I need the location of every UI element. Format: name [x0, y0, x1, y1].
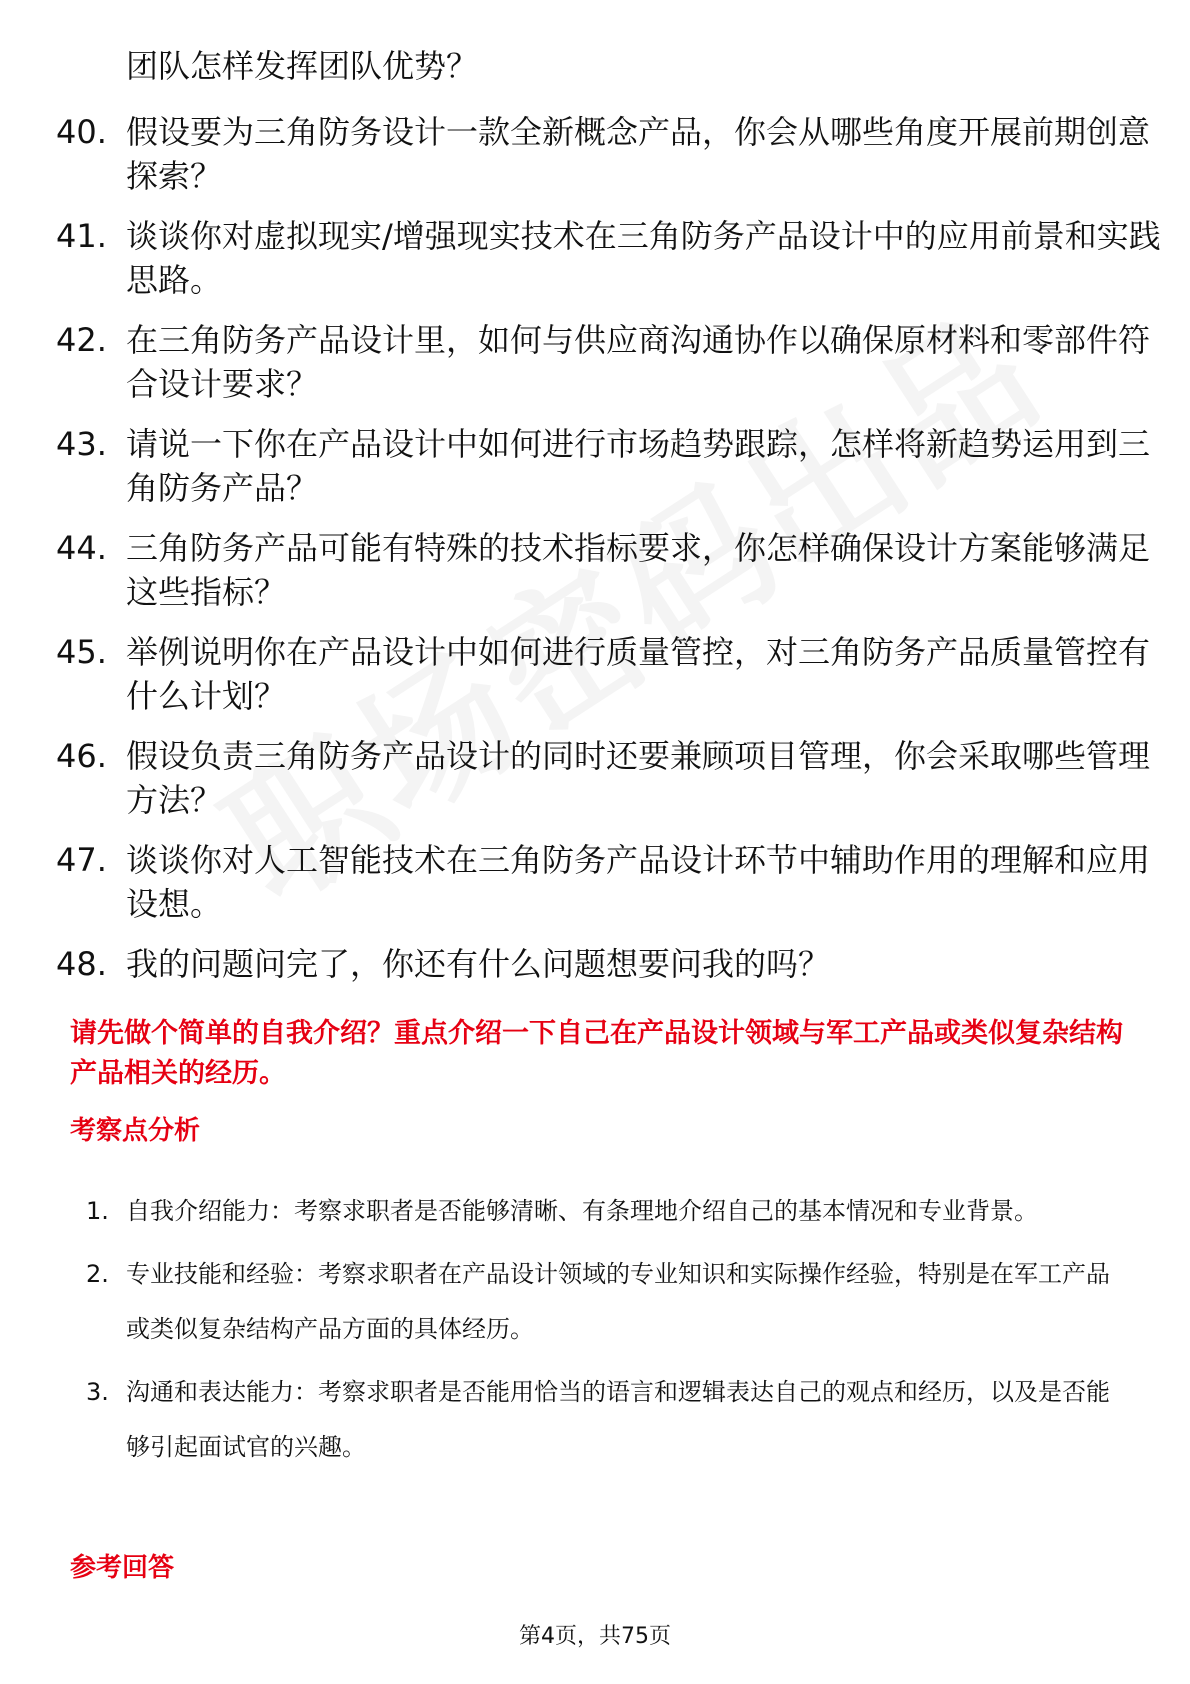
question-number: 45. [56, 633, 107, 671]
question-text: 假设负责三角防务产品设计的同时还要兼顾项目管理，你会采取哪些管理方法？ [126, 737, 1151, 819]
question-text: 请说一下你在产品设计中如何进行市场趋势跟踪，怎样将新趋势运用到三角防务产品？ [126, 425, 1151, 507]
question-list [56, 110, 1161, 1002]
answer-heading: 参考回答 [70, 1553, 175, 1583]
analysis-number: 2. [86, 1260, 109, 1288]
page-footer: 第4页，共75页 [519, 1624, 671, 1649]
analysis-text: 自我介绍能力：考察求职者是否能够清晰、有条理地介绍自己的基本情况和专业背景。 [126, 1197, 1038, 1225]
question-number: 42. [56, 321, 107, 359]
analysis-number: 3. [86, 1378, 109, 1406]
question-number: 46. [56, 737, 107, 775]
question-number: 43. [56, 425, 107, 463]
question-number: 44. [56, 529, 107, 567]
question-item [56, 838, 1161, 926]
question-text: 三角防务产品可能有特殊的技术指标要求，你怎样确保设计方案能够满足这些指标？ [126, 529, 1151, 611]
question-item [56, 214, 1161, 302]
question-item [56, 526, 1161, 614]
question-number: 41. [56, 217, 107, 255]
question-number: 48. [56, 945, 107, 983]
question-item [56, 734, 1161, 822]
analysis-item [86, 1184, 1126, 1239]
question-item [56, 630, 1161, 718]
question-number: 47. [56, 841, 107, 879]
question-item [56, 318, 1161, 406]
question-continuation: 团队怎样发挥团队优势？ [126, 47, 479, 85]
analysis-number: 1. [86, 1197, 109, 1225]
analysis-item [86, 1365, 1126, 1475]
analysis-item [86, 1247, 1126, 1357]
question-item [56, 422, 1161, 510]
question-text: 谈谈你对虚拟现实/增强现实技术在三角防务产品设计中的应用前景和实践思路。 [126, 217, 1161, 299]
question-number: 40. [56, 113, 107, 151]
question-text: 举例说明你在产品设计中如何进行质量管控，对三角防务产品质量管控有什么计划？ [126, 633, 1151, 715]
question-item [56, 942, 1161, 986]
analysis-text: 专业技能和经验：考察求职者在产品设计领域的专业知识和实际操作经验，特别是在军工产品或类似复杂结构产品方面的具体经历。 [126, 1260, 1110, 1343]
question-item [56, 110, 1161, 198]
analysis-text: 沟通和表达能力：考察求职者是否能用恰当的语言和逻辑表达自己的观点和经历，以及是否能够引起面试官的兴趣。 [126, 1378, 1110, 1461]
question-text: 谈谈你对人工智能技术在三角防务产品设计环节中辅助作用的理解和应用设想。 [126, 841, 1151, 923]
analysis-heading: 考察点分析 [70, 1116, 201, 1146]
question-text: 在三角防务产品设计里，如何与供应商沟通协作以确保原材料和零部件符合设计要求？ [126, 321, 1151, 403]
question-text: 假设要为三角防务设计一款全新概念产品，你会从哪些角度开展前期创意探索？ [126, 113, 1151, 195]
analysis-list [86, 1184, 1126, 1483]
question-text: 我的问题问完了，你还有什么问题想要问我的吗？ [126, 945, 831, 983]
featured-question: 请先做个简单的自我介绍？重点介绍一下自己在产品设计领域与军工产品或类似复杂结构产品相关的经历。 [70, 1018, 1123, 1089]
